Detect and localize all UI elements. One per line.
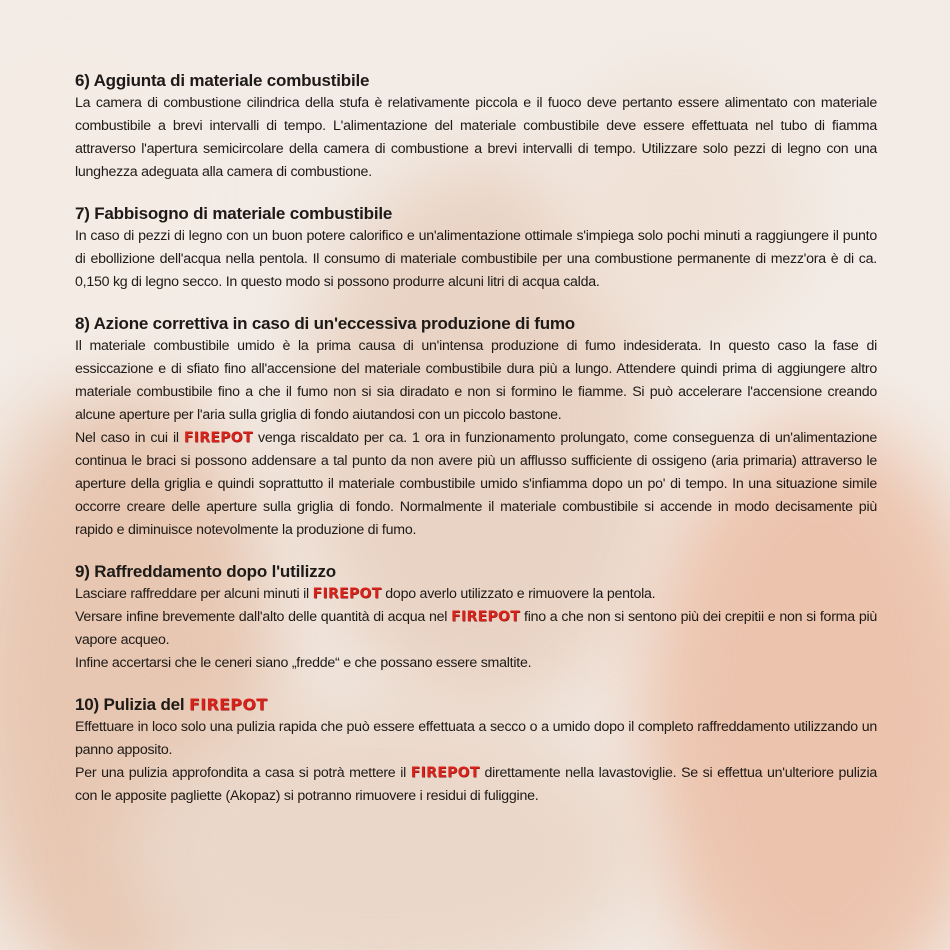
firepot-logo: FIREPOT bbox=[312, 586, 382, 602]
firepot-logo: FIREPOT bbox=[410, 765, 480, 781]
section-paragraph: Il materiale combustibile umido è la prima causa di un'intensa produzione di fumo indesiderata. In questo caso la fase di essiccazione e di sfiato fino all'accensione del materiale combustibile dura più a lungo. Attendere quindi prima di aggiungere altro materiale combustibile fino a che il fumo non si sia diradato e non si formino le fiamme. Si può accelerare l'accensione creando alcune aperture per l'aria sulla griglia di fondo aiutandosi con un piccolo bastone. bbox=[75, 338, 877, 423]
firepot-logo: FIREPOT bbox=[188, 695, 268, 714]
section-heading: 8) Azione correttiva in caso di un'eccessiva produzione di fumo bbox=[75, 314, 575, 333]
section-heading: 10) Pulizia del FIREPOT bbox=[75, 695, 268, 714]
section-paragraph: Lasciare raffreddare per alcuni minuti il FIREPOT dopo averlo utilizzato e rimuovere la pentola. bbox=[75, 586, 656, 602]
section-paragraph: Per una pulizia approfondita a casa si potrà mettere il FIREPOT direttamente nella lavastoviglie. Se si effettua un'ulteriore pulizia con le apposite pagliette (Akopaz) si potranno rimuovere i residui di fuliggine. bbox=[75, 765, 877, 804]
section-paragraph: In caso di pezzi di legno con un buon potere calorifico e un'alimentazione ottimale s'impiega solo pochi minuti a raggiungere il punto di ebollizione dell'acqua nella pentola. Il consumo di materiale combustibile per una combustione permanente di mezz'ora è di ca. 0,150 kg di legno secco. In questo modo si possono produrre alcuni litri di acqua calda. bbox=[75, 228, 877, 290]
section-paragraph: La camera di combustione cilindrica della stufa è relativamente piccola e il fuoco deve pertanto essere alimentato con materiale combustibile a brevi intervalli di tempo. L'alimentazione del materiale combustibile deve essere effettuata nel tubo di fiamma attraverso l'apertura semicircolare della camera di combustione a brevi intervalli di tempo. Utilizzare solo pezzi di legno con una lunghezza adeguata alla camera di combustione. bbox=[75, 95, 877, 180]
manual-page-content bbox=[75, 70, 877, 827]
section-fuel-addition bbox=[75, 70, 877, 184]
section-paragraph: Versare infine brevemente dall'alto delle quantità di acqua nel FIREPOT fino a che non si sentono più dei crepitii e non si forma più vapore acqueo. bbox=[75, 609, 877, 648]
section-paragraph: Infine accertarsi che le ceneri siano „fredde“ e che possano essere smaltite. bbox=[75, 655, 532, 671]
section-heading: 6) Aggiunta di materiale combustibile bbox=[75, 71, 370, 90]
section-heading: 9) Raffreddamento dopo l'utilizzo bbox=[75, 562, 336, 581]
section-cooling bbox=[75, 561, 877, 675]
section-paragraph: Nel caso in cui il FIREPOT venga riscaldato per ca. 1 ora in funzionamento prolungato, come conseguenza di un'alimentazione continua le braci si possono addensare a tal punto da non avere più un afflusso sufficiente di ossigeno (aria primaria) attraverso le aperture della griglia e quindi soprattutto il materiale combustibile umido s'infiamma dopo un po' di tempo. In una situazione simile occorre creare delle aperture sulla griglia di fondo. Normalmente il materiale combustibile si accende in modo decisamente più rapido e diminuisce notevolmente la produzione di fumo. bbox=[75, 430, 878, 538]
section-paragraph: Effettuare in loco solo una pulizia rapida che può essere effettuata a secco o a umido dopo il completo raffreddamento utilizzando un panno apposito. bbox=[75, 719, 877, 758]
section-smoke-correction bbox=[75, 313, 877, 542]
firepot-logo: FIREPOT bbox=[451, 609, 521, 625]
section-fuel-requirement bbox=[75, 203, 877, 294]
section-cleaning bbox=[75, 694, 877, 808]
firepot-logo: FIREPOT bbox=[183, 430, 253, 446]
section-heading: 7) Fabbisogno di materiale combustibile bbox=[75, 204, 393, 223]
